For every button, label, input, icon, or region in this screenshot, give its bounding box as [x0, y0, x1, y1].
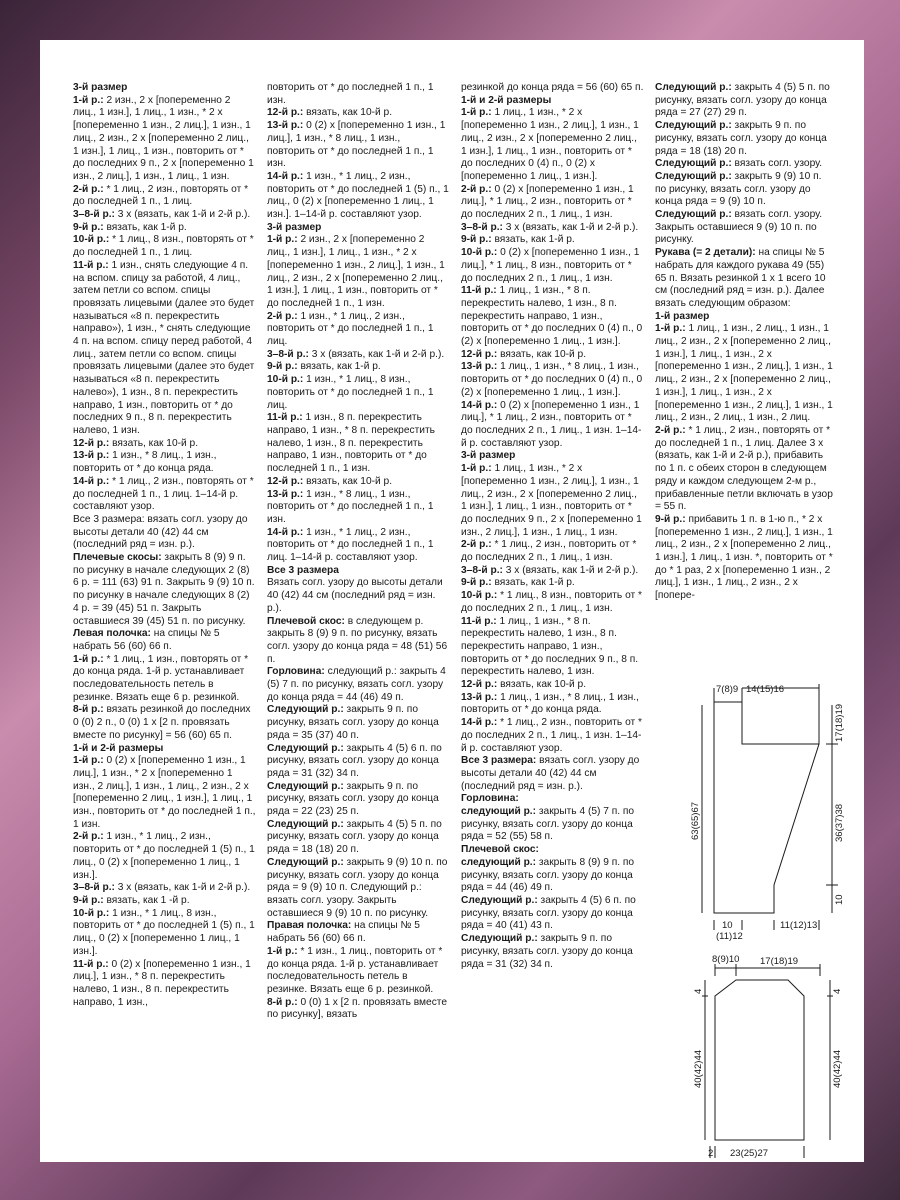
instruction-text: закрыть 4 (5) 6 п. по рисунку, вязать согл. узору до конца ряда = 40 (41) 43 п.	[461, 895, 636, 932]
instruction-label: Следующий р.:	[461, 895, 538, 906]
instruction-label: 3-й размер	[267, 221, 322, 233]
instruction-label: 11-й р.:	[461, 615, 497, 627]
instruction-paragraph	[73, 95, 256, 184]
instruction-text: 1 изн., * 1 лиц., 8 изн., повторить от * до последней 1 (5) п., 1 лиц., 0 (2) х [попеременно 1 лиц., 1 изн.].	[73, 907, 255, 957]
instruction-paragraph	[461, 400, 645, 451]
instruction-text: 1 лиц., 1 изн., * 8 п. перекрестить налево, 1 изн., 8 п. перекрестить направо, 1 изн., повторить от * до последних 9 п., 8 п. перекрестить налево, 1 изн.	[461, 615, 639, 678]
instruction-paragraph	[73, 959, 256, 1010]
instruction-label: 3–8-й р.:	[461, 221, 503, 233]
instruction-label: 1-й и 2-й размеры	[73, 742, 164, 754]
instruction-paragraph	[267, 997, 449, 1022]
instruction-paragraph	[461, 222, 645, 235]
instruction-label: Следующий р.:	[267, 704, 344, 716]
instruction-text: вязать, как 10-й р.	[303, 475, 393, 487]
instruction-paragraph	[461, 590, 645, 615]
instruction-text: * 1 лиц., 2 изн., повторять от * до последней 1 п., 1 лиц.	[73, 183, 249, 208]
instruction-text: * 1 лиц., 2 изн., повторять от * до последней 1 п., 1 лиц. 1–14-й р. составляют узор.	[73, 475, 254, 513]
instruction-paragraph	[73, 908, 256, 959]
magazine-page	[40, 40, 864, 1162]
instruction-paragraph	[655, 425, 835, 514]
instruction-label: Рукава (= 2 детали):	[655, 247, 756, 259]
front-piece-schema	[680, 680, 860, 940]
instruction-text: вязать согл. узору.	[731, 158, 823, 170]
instruction-label: 9-й р.:	[73, 895, 104, 906]
instruction-text: * 1 лиц., 8 изн., повторить от * до последних 2 п., 1 лиц., 1 изн.	[461, 590, 642, 614]
instruction-paragraph	[461, 755, 645, 793]
instruction-paragraph	[73, 234, 256, 259]
front-top-right-label: 14(15)16	[746, 684, 785, 695]
instruction-label: Следующий р.:	[267, 818, 344, 830]
instruction-label: 1-й р.:	[73, 755, 104, 767]
instruction-label: 13-й р.:	[73, 450, 110, 462]
instruction-paragraph	[73, 184, 256, 209]
instruction-paragraph	[461, 577, 645, 590]
instruction-text: 2 изн., 2 х [попеременно 2 лиц., 1 изн.], 1 лиц., 1 изн., * 2 х [попеременно 1 изн., 2 лиц.], 1 изн., 1 лиц., 2 изн., 2 х [попеременно 2 лиц., 1 изн.], 1 лиц., 1 изн., повторить от * до последней 1 п., 1 изн.	[267, 234, 445, 309]
instruction-text: резинкой до конца ряда = 56 (60) 65 п.	[461, 82, 644, 93]
sleeve-right-height: 40(42)44	[832, 1049, 843, 1088]
instruction-label: 2-й р.:	[461, 183, 492, 195]
instruction-text: закрыть 9 п. по рисунку, вязать согл. узору до конца ряда = 31 (32) 34 п.	[461, 933, 633, 970]
instruction-paragraph	[267, 234, 449, 310]
instruction-label: 1-й размер	[655, 310, 710, 322]
instruction-label: 14-й р.:	[267, 170, 304, 182]
instruction-paragraph	[267, 374, 449, 412]
instruction-label: 3–8-й р.:	[267, 348, 309, 360]
instruction-label: Правая полочка:	[267, 920, 352, 932]
instruction-paragraph	[267, 946, 449, 997]
instruction-paragraph	[267, 476, 449, 489]
instruction-text: закрыть 4 (5) 5 п. по рисунку, вязать согл. узору до конца ряда = 27 (27) 29 п.	[655, 82, 830, 119]
instruction-label: Плечевой скос:	[461, 844, 539, 856]
instruction-paragraph	[655, 120, 835, 158]
instruction-paragraph	[461, 184, 645, 222]
instruction-text: закрыть 4 (5) 6 п. по рисунку, вязать согл. узору до конца ряда = 31 (32) 34 п.	[267, 742, 442, 779]
instruction-label: 2-й р.:	[461, 539, 492, 551]
instruction-paragraph	[267, 743, 449, 781]
instruction-paragraph	[73, 743, 256, 756]
instruction-paragraph	[73, 831, 256, 882]
instruction-text: 2 изн., 2 х [попеременно 2 лиц., 1 изн.], 1 лиц., 1 изн., * 2 х [попеременно 1 изн., 2 лиц.], 1 изн., 1 лиц., 2 изн., 2 х [попеременно 2 лиц., 1 изн.], 1 лиц., 1 изн., повторить от * до последних 9 п., 2 х [попеременно 1 изн., 2 лиц.], 1 изн., 1 лиц., 1 изн.	[73, 94, 254, 182]
instruction-paragraph	[267, 819, 449, 857]
instruction-text: 1 изн., * 8 лиц., 1 изн., повторить от * до последней 1 п., 1 изн.	[267, 488, 434, 525]
front-left-total: 63(65)67	[690, 801, 701, 840]
instruction-text: вязать, как 1 -й р.	[103, 895, 190, 906]
instruction-text: закрыть 4 (5) 5 п. по рисунку, вязать согл. узору до конца ряда = 18 (18) 20 п.	[267, 818, 442, 856]
instruction-label: 3-й размер	[73, 82, 128, 93]
instruction-text: закрыть 9 (9) 10 п. по рисунку, вязать согл. узору до конца ряда = 9 (9) 10 п. Следующий р.: вязать согл. узору. Закрыть оставшиеся 9 (9) 10 п. по рисунку.	[267, 856, 448, 919]
instruction-text: * 1 лиц., 2 изн., повторять от * до последней 1 п., 1 лиц. Далее 3 х (вязать, как 1-й и 2-й р.), прибавить по 1 п. с обеих сторон в следующем ряду и каждом следующем 2-м р., прибавленные петли включать в узор = 55 п.	[655, 424, 833, 513]
instruction-label: 14-й р.:	[73, 475, 110, 487]
instruction-paragraph	[267, 412, 449, 476]
instruction-text: 1 изн., снять следующие 4 п. на вспом. спицу за работой, 4 лиц., затем петли со вспом. спицы провязать лицевыми (далее это будет называться «8 п. перекрестить направо»), 1 изн., * снять следующие 4 п. на вспом. спицу перед работой, 4 лиц., затем петли со вспом. спицы провязать лицевыми (далее это будет называться «8 п. перекрестить налево»), 1 изн., 8 п. перекрестить направо, 1 изн., повторить от * до последних 9 п., 8 п. перекрестить налево, 1 изн.	[73, 259, 255, 436]
instruction-text: в следующем р. закрыть 8 (9) 9 п. по рисунку, вязать согл. узору до конца ряда = 48 (51) 56 п.	[267, 615, 448, 665]
instruction-paragraph	[73, 438, 256, 451]
sleeve-left-height: 40(42)44	[693, 1049, 704, 1088]
front-top-label: 7(8)9	[716, 684, 739, 695]
instruction-text: Вязать согл. узору до высоты детали 40 (42) 44 см (последний ряд = изн. р.).	[267, 577, 443, 614]
instruction-paragraph	[267, 311, 449, 349]
instruction-paragraph	[655, 514, 835, 603]
instruction-text: закрыть 9 п. по рисунку, вязать согл. узору до конца ряда = 18 (18) 20 п.	[655, 120, 827, 157]
instruction-paragraph	[73, 476, 256, 514]
instruction-text: 0 (2) х [попеременно 1 изн., 1 лиц.], 1 изн., * 2 х [попеременно 1 изн., 2 лиц.], 1 изн., 1 лиц., 2 изн., 2 х [попеременно 2 лиц., 1 изн.], 1 лиц., 1 изн., повторить от * до последней 1 п., 1 изн.	[73, 755, 256, 830]
instruction-label: 9-й р.:	[461, 577, 492, 589]
instruction-label: Следующий р.:	[655, 209, 732, 221]
sleeve-bottom-left: 2	[708, 1148, 714, 1159]
instruction-text: 3 х (вязать, как 1-й и 2-й р.).	[308, 348, 445, 360]
instruction-paragraph	[461, 844, 645, 857]
instruction-paragraph	[461, 107, 645, 183]
instruction-label: Все 3 размера	[267, 564, 339, 576]
instruction-paragraph	[461, 857, 645, 895]
instruction-paragraph	[655, 247, 835, 311]
instruction-paragraph	[73, 882, 256, 895]
instruction-text: вязать согл. узору. Закрыть оставшиеся 9 (9) 10 п. по рисунку.	[655, 209, 823, 246]
instruction-text: следующий р.: закрыть 4 (5) 7 п. по рисунку, вязать согл. узору до конца ряда = 44 (46) 49 п.	[267, 666, 446, 703]
instruction-text: 1 лиц., 1 изн., * 8 лиц., 1 изн., повторить от * до конца ряда.	[461, 691, 639, 716]
instruction-paragraph	[655, 82, 835, 120]
instruction-text: вязать резинкой до последних 0 (0) 2 п., 0 (0) 1 х [2 п. провязать вместе по рисунку] = 56 (60) 65 п.	[73, 704, 251, 741]
instruction-label: Следующий р.:	[267, 780, 344, 792]
instruction-text: закрыть 4 (5) 7 п. по рисунку, вязать согл. узору до конца ряда = 52 (55) 58 п.	[461, 806, 635, 843]
instruction-label: 11-й р.:	[73, 259, 109, 271]
instruction-label: 10-й р.:	[461, 247, 498, 259]
instruction-text: вязать, как 1-й р.	[103, 221, 187, 233]
instruction-label: 12-й р.:	[461, 679, 498, 691]
instruction-label: Горловина:	[267, 666, 325, 678]
front-right-upper: 17(18)19	[834, 703, 845, 742]
instruction-text: закрыть 8 (9) 9 п. по рисунку в начале следующих 2 (8) 6 р. = 111 (63) 91 п. Закрыть 9 (9) 10 п. по рисунку в начале следующих 8 (2) 4 р. = 39 (45) 51 п. Закрыть оставшиеся 39 (45) 51 п. по рисунку.	[73, 552, 255, 627]
instruction-label: 1-й р.:	[267, 945, 298, 957]
instruction-text: вязать, как 1-й р.	[491, 577, 575, 589]
instruction-label: 1-й р.:	[461, 107, 492, 119]
instruction-text: 1 лиц., 1 изн., * 8 п. перекрестить налево, 1 изн., 8 п. перекрестить направо, 1 изн., повторить от * до последних 0 (4) п., 0 (2) х [попеременно 1 лиц., 1 изн.].	[461, 285, 643, 348]
instruction-label: 2-й р.:	[73, 183, 104, 195]
instruction-label: 9-й р.:	[461, 234, 492, 246]
instruction-label: 13-й р.:	[461, 361, 498, 373]
instruction-label: 3–8-й р.:	[73, 209, 115, 221]
text-column-3	[461, 82, 645, 971]
instruction-label: 1-й р.:	[73, 653, 104, 665]
instruction-label: 10-й р.:	[461, 590, 498, 602]
instruction-text: 0 (2) х [попеременно 1 изн., 1 лиц.], 1 изн., * 8 лиц., 1 изн., повторить от * до последней 1 п., 1 изн.	[267, 120, 446, 170]
instruction-label: 8-й р.:	[267, 996, 298, 1008]
instruction-paragraph	[461, 234, 645, 247]
instruction-paragraph	[267, 616, 449, 667]
instruction-label: 3-й размер	[461, 450, 516, 462]
instruction-label: 11-й р.:	[461, 285, 497, 297]
instruction-paragraph	[655, 158, 835, 171]
sleeve-bottom-right: 23(25)27	[730, 1148, 769, 1159]
instruction-text: 1 изн., * 1 лиц., 8 изн., повторить от * до последней 1 п., 1 лиц.	[267, 374, 434, 411]
instruction-text: на спицы № 5 набрать 56 (60) 66 п.	[73, 628, 220, 652]
instruction-paragraph	[461, 679, 645, 692]
instruction-label: 1-й р.:	[73, 94, 104, 106]
instruction-label: Левая полочка:	[73, 628, 151, 640]
instruction-paragraph	[461, 616, 645, 680]
instruction-label: 9-й р.:	[655, 513, 686, 525]
instruction-text: закрыть 9 (9) 10 п. по рисунку, вязать согл. узору до конца ряда = 9 (9) 10 п.	[655, 170, 822, 208]
instruction-text: 0 (2) х [попеременно 1 изн., 1 лиц.], * 1 лиц., 8 изн., повторить от * до последних 2 п., 1 лиц., 1 изн.	[461, 247, 640, 284]
instruction-text: * 1 лиц., 8 изн., повторять от * до последней 1 п., 1 лиц.	[73, 234, 254, 259]
instruction-label: 13-й р.:	[267, 488, 304, 500]
instruction-paragraph	[461, 692, 645, 717]
instruction-paragraph	[73, 755, 256, 831]
instruction-label: 12-й р.:	[73, 437, 110, 449]
text-column-2	[267, 82, 449, 1022]
instruction-paragraph	[461, 95, 645, 108]
instruction-paragraph	[267, 349, 449, 362]
instruction-label: Все 3 размера:	[461, 755, 537, 767]
instruction-text: вязать, как 1-й р.	[491, 234, 575, 246]
instruction-paragraph	[73, 704, 256, 742]
text-column-1	[73, 82, 256, 1009]
instruction-label: 8-й р.:	[73, 704, 104, 716]
instruction-paragraph	[267, 857, 449, 921]
instruction-paragraph	[461, 285, 645, 349]
instruction-paragraph	[461, 361, 645, 399]
front-outline	[714, 705, 819, 913]
instruction-label: 12-й р.:	[461, 348, 498, 360]
instruction-text: * 1 лиц., 2 изн., повторить от * до последних 2 п., 1 лиц., 1 изн.	[461, 539, 637, 564]
instruction-paragraph	[461, 933, 645, 971]
instruction-label: 12-й р.:	[267, 475, 304, 487]
instruction-paragraph	[461, 463, 645, 539]
instruction-text: * 1 лиц., 2 изн., повторить от * до последних 2 п., 1 лиц., 1 изн. 1–14-й р. составляют узор.	[461, 717, 642, 754]
instruction-text: 1 лиц., 1 изн., * 2 х [попеременно 1 изн., 2 лиц.], 1 изн., 1 лиц., 2 изн., 2 х [попеременно 2 лиц., 1 изн.], 1 лиц., 1 изн., повторить от * до последних 0 (4) п., 0 (2) х [попеременно 1 лиц., 1 изн.].	[461, 107, 639, 182]
front-bottom-right: 11(12)13	[780, 920, 818, 931]
instruction-text: вязать, как 1-й р.	[297, 361, 381, 373]
instruction-paragraph	[267, 171, 449, 222]
instruction-text: 1 лиц., 1 изн., 2 лиц., 1 изн., 1 лиц., 2 изн., 2 х [попеременно 2 лиц., 1 изн.], 1 лиц., 1 изн., 2 х [попеременно 1 изн., 2 лиц.], 1 изн., 1 лиц., 2 изн., 2 х [попеременно 2 лиц., 1 изн.], 1 лиц., 1 изн., 2 х [попеременно 1 изн., 2 лиц.], 1 изн., 1 лиц., 2 изн., 2 лиц., 1 изн., 2 лиц.	[655, 323, 833, 424]
instruction-paragraph	[73, 654, 256, 705]
instruction-paragraph	[267, 666, 449, 704]
instruction-text: 1 изн., 8 п. перекрестить направо, 1 изн., * 8 п. перекрестить налево, 1 изн., 8 п. перекрестить направо, 1 изн., повторить от * до последней 1 п., 1 изн.	[267, 412, 435, 475]
instruction-text: 3 х (вязать, как 1-й и 2-й р.).	[114, 209, 251, 221]
instruction-paragraph	[73, 82, 256, 95]
sleeve-schema	[680, 948, 860, 1162]
instruction-paragraph	[655, 209, 835, 247]
instruction-paragraph	[73, 260, 256, 438]
instruction-text: закрыть 8 (9) 9 п. по рисунку, вязать согл. узору до конца ряда = 44 (46) 49 п.	[461, 856, 635, 894]
instruction-text: 0 (2) х [попеременно 1 изн., 1 лиц.], * 1 лиц., 2 изн., повторить от * до последних 2 п., 1 лиц., 1 изн. 1–14-й р. составляют узор.	[461, 399, 642, 449]
instruction-paragraph	[267, 361, 449, 374]
instruction-label: 14-й р.:	[461, 399, 498, 411]
instruction-text: 1 лиц., 1 изн., * 2 х [попеременно 1 изн., 2 лиц.], 1 изн., 1 лиц., 2 изн., 2 х [попеременно 2 лиц., 1 изн.], 1 лиц., 1 изн., повторить от * до последних 9 п., 2 х [попеременно 1 изн., 2 лиц.], 1 изн., 1 лиц., 1 изн.	[461, 463, 642, 538]
instruction-paragraph	[73, 895, 256, 908]
front-bottom-under: (11)12	[716, 931, 743, 942]
instruction-text: 1 изн., * 1 лиц., 2 изн., повторить от * до последней 1 (5) п., 1 лиц., 0 (2) х [попеременно 1 лиц., 1 изн.]. 1–14-й р. составляют узор.	[267, 170, 449, 221]
instruction-label: 10-й р.:	[267, 374, 304, 386]
instruction-text: прибавить 1 п. в 1-ю п., * 2 х [попеременно 1 изн., 2 лиц.], 1 изн., 1 лиц., 2 изн., 2 х [попеременно 2 лиц., 1 изн.], 1 лиц., 1 изн. *, повторить от * до * 1 раз, 2 х [попеременно 1 изн., 2 лиц.], 1 изн., 1 лиц., 2 изн., 2 х [попере-	[655, 513, 833, 602]
instruction-paragraph	[267, 577, 449, 615]
instruction-paragraph	[655, 323, 835, 425]
front-right-middle: 36(37)38	[834, 803, 845, 842]
instruction-label: 2-й р.:	[73, 831, 104, 843]
instruction-paragraph	[655, 171, 835, 209]
instruction-text: 3 х (вязать, как 1-й и 2-й р.).	[502, 221, 639, 233]
text-column-4	[655, 82, 835, 710]
instruction-label: 11-й р.:	[267, 412, 303, 424]
instruction-paragraph	[461, 247, 645, 285]
instruction-text: на спицы № 5 набрать для каждого рукава 49 (55) 65 п. Вязать резинкой 1 х 1 всего 10 см (последний ряд = изн. р.). Далее вязать следующим образом:	[655, 247, 826, 309]
instruction-label: Следующий р.:	[655, 158, 732, 170]
instruction-paragraph	[267, 120, 449, 171]
instruction-paragraph	[461, 806, 645, 844]
sleeve-right-top: 4	[832, 988, 843, 994]
instruction-text: вязать, как 10-й р.	[497, 679, 587, 691]
instruction-paragraph	[461, 793, 645, 806]
instruction-paragraph	[461, 565, 645, 578]
instruction-label: 14-й р.:	[461, 717, 498, 729]
instruction-label: Следующий р.:	[267, 856, 344, 868]
instruction-paragraph	[461, 539, 645, 564]
instruction-text: 0 (2) х [попеременно 1 изн., 1 лиц.], * 1 лиц., 2 изн., повторить от * до последних 2 п., 1 лиц., 1 изн.	[461, 183, 634, 221]
instruction-paragraph	[73, 552, 256, 628]
front-right-lower: 10	[834, 894, 845, 905]
instruction-label: 2-й р.:	[655, 424, 686, 436]
instruction-text: вязать согл. узору до высоты детали 40 (42) 44 см (последний ряд = изн. р.).	[461, 755, 640, 792]
instruction-text: 3 х (вязать, как 1-й и 2-й р.).	[114, 882, 251, 894]
sleeve-left-top: 4	[693, 988, 704, 994]
instruction-label: 9-й р.:	[267, 361, 298, 373]
instruction-label: следующий р.:	[461, 856, 537, 868]
instruction-label: Следующий р.:	[655, 120, 732, 132]
instruction-paragraph	[267, 527, 449, 565]
instruction-paragraph	[461, 895, 645, 933]
instruction-label: 10-й р.:	[73, 907, 110, 919]
instruction-label: 1-й и 2-й размеры	[461, 94, 552, 106]
front-bottom-left: 10	[722, 920, 733, 931]
instruction-label: Плечевой скос:	[267, 615, 345, 627]
instruction-label: 14-й р.:	[267, 526, 304, 538]
instruction-label: 1-й р.:	[655, 323, 686, 335]
instruction-paragraph	[267, 82, 449, 107]
instruction-paragraph	[655, 311, 835, 324]
sleeve-top-left: 8(9)10	[712, 954, 740, 965]
instruction-text: * 1 лиц., 1 изн., повторять от * до конца ряда. 1-й р. устанавливает последовательность петель в резинке. Вязать еще 6 р. резинкой.	[73, 653, 249, 703]
instruction-text: закрыть 9 п. по рисунку, вязать согл. узору до конца ряда = 22 (23) 25 п.	[267, 780, 439, 818]
instruction-label: 2-й р.:	[267, 310, 298, 322]
instruction-label: Горловина:	[461, 793, 519, 805]
instruction-text: вязать, как 10-й р.	[109, 437, 199, 449]
instruction-paragraph	[267, 565, 449, 578]
instruction-paragraph	[461, 717, 645, 755]
instruction-paragraph	[73, 222, 256, 235]
instruction-label: 3–8-й р.:	[73, 882, 115, 894]
instruction-text: Все 3 размера: вязать согл. узору до высоты детали 40 (42) 44 см (последний ряд = изн. р.).	[73, 513, 248, 551]
instruction-paragraph	[461, 82, 645, 95]
instruction-label: 11-й р.:	[73, 958, 109, 970]
instruction-label: 1-й р.:	[267, 234, 298, 246]
instruction-label: Следующий р.:	[267, 742, 344, 754]
instruction-paragraph	[267, 489, 449, 527]
instruction-paragraph	[267, 920, 449, 945]
instruction-paragraph	[267, 107, 449, 120]
instruction-text: вязать, как 10-й р.	[497, 348, 587, 360]
instruction-text: на спицы № 5 набрать 56 (60) 66 п.	[267, 920, 420, 945]
instruction-text: 1 лиц., 1 изн., * 8 лиц., 1 изн., повторить от * до последних 0 (4) п., 0 (2) х [попеременно 1 лиц., 1 изн.].	[461, 361, 643, 398]
instruction-text: 1 изн., * 8 лиц., 1 изн., повторить от * до конца ряда.	[73, 450, 217, 475]
instruction-paragraph	[73, 450, 256, 475]
front-neck-step	[742, 705, 819, 744]
instruction-label: 1-й р.:	[461, 463, 492, 475]
instruction-paragraph	[73, 628, 256, 653]
instruction-label: 12-й р.:	[267, 107, 304, 119]
instruction-text: закрыть 9 п. по рисунку, вязать согл. узору до конца ряда = 35 (37) 40 п.	[267, 704, 439, 741]
instruction-text: 1 изн., * 1 лиц., 2 изн., повторить от * до последней 1 п., 1 лиц.	[267, 310, 434, 348]
sleeve-outline	[715, 980, 804, 1140]
instruction-text: повторить от * до последней 1 п., 1 изн.	[267, 82, 434, 106]
instruction-label: 13-й р.:	[267, 120, 304, 132]
instruction-text: 1 изн., * 1 лиц., 2 изн., повторить от * до последней 1 п., 1 лиц. 1–14-й р. составляют узор.	[267, 526, 434, 564]
instruction-text: 3 х (вязать, как 1-й и 2-й р.).	[502, 564, 639, 576]
instruction-label: следующий р.:	[461, 806, 537, 818]
instruction-text: 0 (2) х [попеременно 1 изн., 1 лиц.], 1 изн., * 8 п. перекрестить налево, 1 изн., 8 п. перекрестить направо, 1 изн.,	[73, 958, 251, 1008]
instruction-paragraph	[267, 781, 449, 819]
instruction-paragraph	[73, 209, 256, 222]
instruction-label: Следующий р.:	[461, 933, 538, 945]
instruction-label: Следующий р.:	[655, 82, 732, 93]
instruction-text: 1 изн., * 1 лиц., 2 изн., повторить от * до последней 1 (5) п., 1 лиц., 0 (2) х [попеременно 1 лиц., 1 изн.].	[73, 831, 255, 881]
instruction-paragraph	[73, 514, 256, 552]
instruction-text: * 1 изн., 1 лиц., повторить от * до конца ряда. 1-й р. устанавливает последовательность петель в резинке. Вязать еще 6 р. резинкой.	[267, 945, 443, 995]
instruction-paragraph	[267, 704, 449, 742]
instruction-label: 3–8-й р.:	[461, 564, 503, 576]
instruction-label: Следующий р.:	[655, 170, 732, 182]
instruction-text: вязать, как 10-й р.	[303, 107, 393, 119]
instruction-label: Плечевые скосы:	[73, 552, 162, 564]
instruction-label: 13-й р.:	[461, 691, 498, 703]
instruction-label: 9-й р.:	[73, 221, 104, 233]
sleeve-top-right: 17(18)19	[760, 956, 799, 967]
instruction-paragraph	[461, 349, 645, 362]
instruction-paragraph	[461, 450, 645, 463]
instruction-paragraph	[267, 222, 449, 235]
instruction-text: 0 (0) 1 х [2 п. провязать вместе по рисунку], вязать	[267, 996, 447, 1021]
instruction-label: 10-й р.:	[73, 234, 110, 246]
